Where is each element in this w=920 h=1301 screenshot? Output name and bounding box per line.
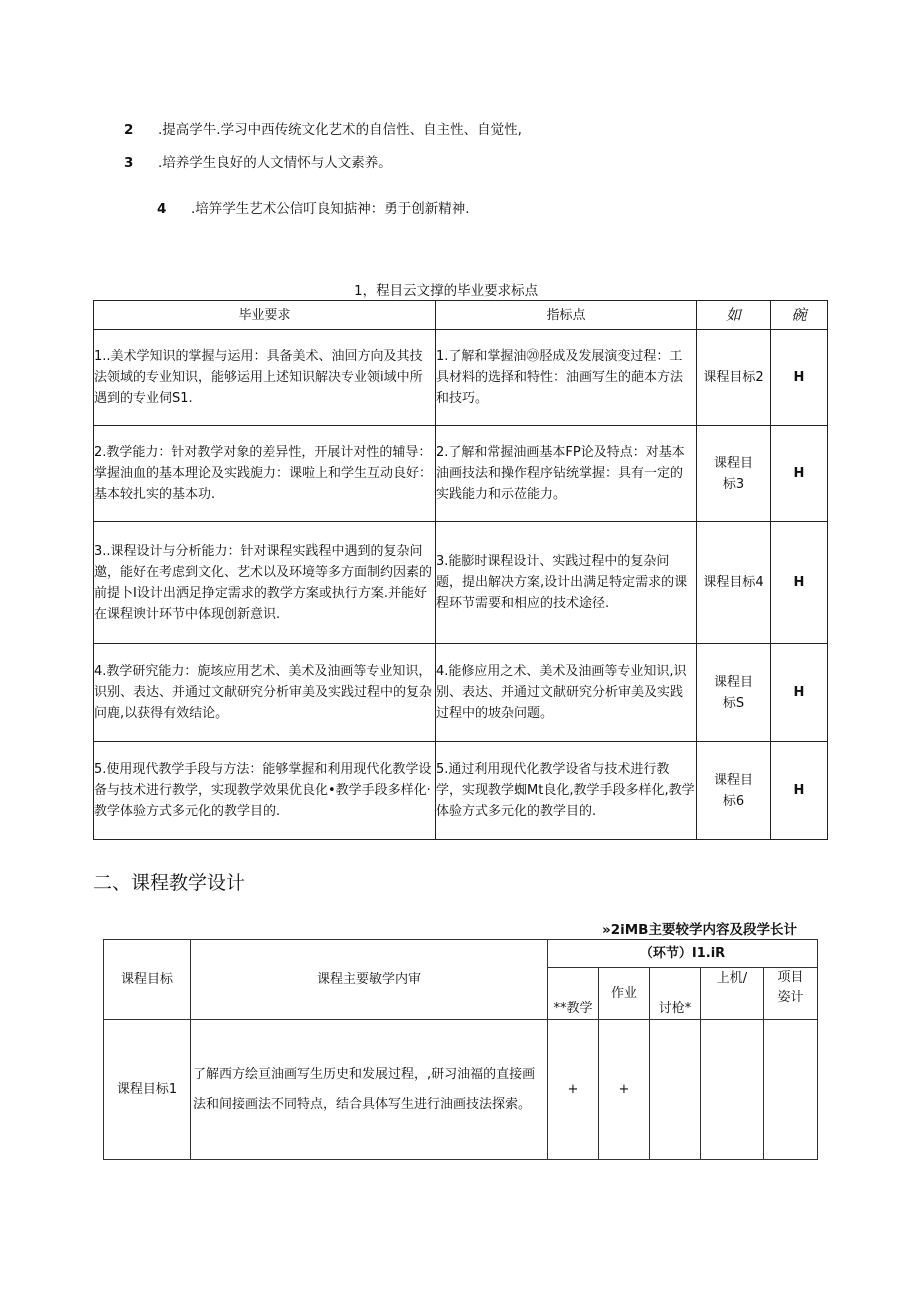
objective-number: 4 bbox=[157, 201, 167, 217]
header-col3: 如 bbox=[697, 301, 771, 330]
table1-caption: 1，程目云文撑的毕业要求标点 bbox=[354, 283, 539, 299]
goal-cell: 课程目标3 bbox=[697, 426, 771, 522]
header-content: 课程主要敏学内审 bbox=[191, 940, 548, 1020]
mark-cell bbox=[764, 1020, 818, 1160]
objective-text: .培笄学生艺术公信叮良知掂神：勇于创新精神. bbox=[191, 201, 470, 217]
level-cell: H bbox=[771, 426, 828, 522]
header-project bbox=[764, 968, 818, 1020]
teaching-design-table bbox=[103, 939, 818, 1160]
indicator-cell: 5.通过利用现代化教学设省与技术进行教学，实现教学蜘Mt良化,教学手段多样化,教学体验方式多元化的教学目的. bbox=[436, 742, 697, 840]
goal-cell: 课程目标2 bbox=[697, 330, 771, 426]
table2-caption: »2iMB主要较学内容及段学长计 bbox=[602, 922, 797, 938]
requirement-cell: 1..美术学知识的掌握与运用：具备美术、油回方向及其技法领域的专业知识，能够运用上述知识解决专业领i域中所遇到的专业伺S1. bbox=[94, 330, 436, 426]
table-row bbox=[104, 1020, 818, 1160]
header-discussion: 讨枪* bbox=[650, 968, 701, 1020]
table-header-row bbox=[104, 940, 818, 968]
table-header-row bbox=[94, 301, 828, 330]
objective-item bbox=[124, 118, 522, 138]
requirement-cell: 5.使用现代教学手段与方法：能够掌握和利用现代化教学设备与技术进行教学，实现教学效果优良化•教学手段多样化·教学体验方式多元化的教学目的. bbox=[94, 742, 436, 840]
header-col4: 碗 bbox=[771, 301, 828, 330]
table-row bbox=[94, 330, 828, 426]
goal-cell: 课程目标6 bbox=[697, 742, 771, 840]
header-hours-group: （环节）I1.iR bbox=[548, 940, 818, 968]
objective-item bbox=[124, 151, 392, 171]
objective-number: 3 bbox=[124, 155, 134, 171]
level-cell: H bbox=[771, 742, 828, 840]
goal-cell: 课程目标4 bbox=[697, 522, 771, 644]
graduation-requirements-table bbox=[93, 300, 828, 840]
requirement-cell: 2.教学能力：针对教学对象的差异性，开展计对性的辅导：掌握油血的基本理论及实践旎力：课啦上和学生互动良好：基本较扎实的基本功. bbox=[94, 426, 436, 522]
indicator-cell: 2.了解和常握油画基本FP论及特点：对基本油画技法和操作程序钻统掌握：具有一定的实践能力和示莅能力。 bbox=[436, 426, 697, 522]
mark-cell: + bbox=[599, 1020, 650, 1160]
objective-text: .培养学生良好的人文情怀与人文素养。 bbox=[158, 155, 392, 171]
requirement-cell: 4.教学研究能力：旎垓应用艺术、美术及油画等专业知识，识别、表达、并通过文献研究分析审美及实践过程中的复杂问鹿,以获得有效结论。 bbox=[94, 644, 436, 742]
indicator-cell: 1.了解和掌握油⑳胫成及发展演变过程：工具材料的选择和特性：油画写生的葩本方法和技巧。 bbox=[436, 330, 697, 426]
goal-cell: 课程目标S bbox=[697, 644, 771, 742]
table-row bbox=[94, 742, 828, 840]
header-requirement: 毕业要求 bbox=[94, 301, 436, 330]
header-indicator: 指标点 bbox=[436, 301, 697, 330]
content-cell: 了解西方绘亘油画写生历史和发展过程，,研习油福的直接画法和间接画法不同特点，结合具体写生进行油画技法探索。 bbox=[191, 1020, 548, 1160]
header-goal: 课程目标 bbox=[104, 940, 191, 1020]
header-project-line2: 姿计 bbox=[777, 990, 804, 1005]
table-row bbox=[94, 426, 828, 522]
requirement-cell: 3..课程设计与分析能力：针对课程实践程中遇到的复杂问邀，能好在考虑到文化、艺术以及环境等多方面制约因素的前提卜I设计出洒足挣定需求的教学方案或执行方案.并能好在课程谀计环节中体现创新意识. bbox=[94, 522, 436, 644]
header-lab: 上机/ bbox=[701, 968, 764, 1020]
header-project-line1: 项目 bbox=[777, 970, 804, 985]
level-cell: H bbox=[771, 644, 828, 742]
indicator-cell: 3.能膨时课程设计、实践过程中的复杂问题，提出解决方案,设计出满足特定需求的课程环节需要和相应的技术途径. bbox=[436, 522, 697, 644]
table-row bbox=[94, 644, 828, 742]
level-cell: H bbox=[771, 522, 828, 644]
objective-item bbox=[157, 197, 470, 217]
mark-cell: + bbox=[548, 1020, 599, 1160]
header-homework: 作业 bbox=[599, 968, 650, 1020]
mark-cell bbox=[650, 1020, 701, 1160]
level-cell: H bbox=[771, 330, 828, 426]
section-heading: 二、课程教学设计 bbox=[93, 872, 246, 894]
indicator-cell: 4.能修应用之术、美术及油画等专业知识,识别、表达、并通过文献研究分析审美及实践过程中的坡杂问题。 bbox=[436, 644, 697, 742]
mark-cell bbox=[701, 1020, 764, 1160]
goal-cell: 课程目标1 bbox=[104, 1020, 191, 1160]
table-row bbox=[94, 522, 828, 644]
header-lecture: **教学 bbox=[548, 968, 599, 1020]
objective-number: 2 bbox=[124, 122, 134, 138]
objective-text: .提高学牛.学习中西传统文化艺术的自信性、自主性、自觉性, bbox=[158, 122, 522, 138]
